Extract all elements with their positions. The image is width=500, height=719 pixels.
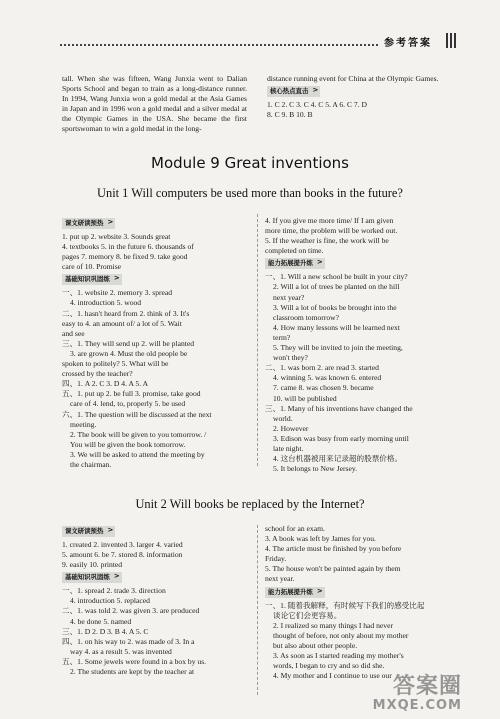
answer-line: 5. amount 6. be 7. stored 8. information xyxy=(62,550,183,560)
answer-line: crossed by the teacher? xyxy=(62,369,133,379)
answer-line: won't they? xyxy=(273,353,308,363)
answer-line: 四、1. on his way to 2. was made of 3. In a xyxy=(62,636,195,646)
chevron-right-icon: > xyxy=(107,218,114,226)
answer-line: 六、1. The question will be discussed at the next xyxy=(62,409,212,419)
answer-line: way 4. as a result 5. was invented xyxy=(70,646,172,656)
unit2-left-column xyxy=(62,524,250,677)
section-badge: 基础知识巩固练 > xyxy=(62,572,122,583)
section-badge: 课文研读预热 > xyxy=(62,526,115,537)
answer-line: 4. introduction 5. wood xyxy=(70,298,142,308)
chevron-right-icon: > xyxy=(107,526,114,534)
answer-line: 2. The students are kept by the teacher at xyxy=(70,667,195,677)
unit2-right-column xyxy=(265,524,455,681)
answer-line: 3. A book was left by James for you. xyxy=(265,534,376,544)
answer-line: 一、1. 随着我解释，有时候写下我们的感受比起 xyxy=(265,600,425,610)
answer-line: 9. easily 10. printed xyxy=(62,560,123,570)
answer-line: next year. xyxy=(265,574,295,584)
answer-line: 三、1. Many of his inventions have changed the xyxy=(265,403,413,413)
answer-line: pages 7. memory 8. be fixed 9. take good xyxy=(62,252,188,262)
answer-line: 一、1. spread 2. trade 3. direction xyxy=(62,586,166,596)
answer-line: 4. winning 5. was known 6. entered xyxy=(273,373,382,383)
answer-line: late night. xyxy=(273,443,304,453)
watermark xyxy=(373,675,462,713)
answer-line: but also about other people. xyxy=(273,640,358,650)
page-header xyxy=(0,0,500,52)
section-badge: 课文研读预热 > xyxy=(62,218,115,229)
section-badge-core: 核心热点直击 > xyxy=(267,86,320,97)
header-label: 参考答案 xyxy=(384,38,432,49)
answer-line: You will be given the book tomorrow. xyxy=(70,439,186,449)
answer-line: classroom tomorrow? xyxy=(273,312,340,322)
answer-line: 1. put up 2. website 3. Sounds great xyxy=(62,232,171,241)
answer-line: words, I began to cry and so did she. xyxy=(273,661,385,671)
answer-line: world. xyxy=(273,413,293,423)
answer-line: 2. However xyxy=(273,423,309,433)
answer-line: next year? xyxy=(273,292,305,302)
answer-line: 3. are grown 4. Must the old people be xyxy=(70,348,188,358)
answer-line: 4. introduction 5. replaced xyxy=(70,596,150,606)
chevron-right-icon: > xyxy=(316,586,323,595)
header-dotted-rule xyxy=(60,44,378,46)
answer-line: the chairman. xyxy=(70,459,112,469)
answer-lines xyxy=(267,100,452,120)
chevron-right-icon: > xyxy=(113,572,120,581)
answer-line: 三、1. They will send up 2. will be planted xyxy=(62,338,195,348)
answer-line: 5. The house won't be painted again by them xyxy=(265,564,401,574)
answer-line: 1. created 2. invented 3. larger 4. varied xyxy=(62,540,183,549)
chevron-right-icon: > xyxy=(312,86,319,95)
answer-line: 2. Will a lot of trees be planted on the hill xyxy=(273,282,400,292)
watermark-en: MXQE.COM xyxy=(372,698,462,713)
unit1-right-column xyxy=(265,216,455,474)
column-divider xyxy=(257,214,258,466)
unit1-left-column xyxy=(62,216,250,470)
section-badge: 能力拓展提升练 > xyxy=(265,258,325,269)
continuation-text-right: distance running event for China at the Olympic Games. xyxy=(267,74,439,83)
answer-line: 3. We will be asked to attend the meeting by xyxy=(70,449,205,459)
answer-line: 4. The article must be finished by you before xyxy=(265,544,402,554)
answer-line: 五、1. put up 2. be full 3. promise, take good xyxy=(62,389,201,399)
answer-line: 4. be done 5. named xyxy=(70,616,132,626)
answer-line: school for an exam. xyxy=(265,524,325,533)
answer-line: 4. 这台机器被用来记录超的股票价格。 xyxy=(273,454,403,464)
section-badge: 基础知识巩固练 > xyxy=(62,274,122,285)
unit1-title: Unit 1 Will computers be used more than books in the future? xyxy=(97,186,403,200)
answer-line: 3. Will a lot of books be brought into the xyxy=(273,302,397,312)
watermark-cn: 答案圈 xyxy=(392,674,462,699)
answer-line: 4. textbooks 5. in the future 6. thousands of xyxy=(62,242,194,252)
answer-line: 3. As soon as I started reading my mother's xyxy=(273,651,404,661)
answer-line: 7. came 8. was chosen 9. became xyxy=(273,383,374,393)
section-badge: 能力拓展提升练 > xyxy=(265,587,325,598)
answer-line: term? xyxy=(273,332,291,342)
answer-line: 8. C 9. B 10. B xyxy=(267,110,313,120)
chevron-right-icon: > xyxy=(316,258,323,267)
unit2-title: Unit 2 Will books be replaced by the Internet? xyxy=(135,497,365,511)
answer-line: 二、1. hasn't heard from 2. think of 3. It's xyxy=(62,308,190,318)
answer-line: 一、1. website 2. memory 3. spread xyxy=(62,288,173,298)
answer-line: 2. I realized so many things I had never xyxy=(273,620,393,630)
answer-line: thought of before, not only about my mother xyxy=(273,630,409,640)
answer-line: care of 10. Promise xyxy=(62,262,122,272)
answer-line: more time, the problem will be worked out. xyxy=(265,226,398,236)
continuation-text: tall. When she was fifteen, Wang Junxia went to Dalian Sports School and began to train as a long-distance runner. In 1994, Wang Junxia won a gold medal at the Asia Games in Japan and in 1996 won a gold medal and a silver medal at the Olympic Games in the USA. She became the first sportswoman to win a gold medal in the long- xyxy=(62,74,247,134)
answer-line: 10. will be published xyxy=(273,393,337,403)
answer-line: 4. If you give me more time/ If I am given xyxy=(265,216,394,225)
answer-line: care of 4. lend, to, properly 5. be used xyxy=(70,399,186,409)
answer-line: 4. My mother and I continue to use our xyxy=(273,671,392,681)
answer-line: 1. C 2. C 3. C 4. C 5. A 6. C 7. D xyxy=(267,100,368,110)
chevron-right-icon: > xyxy=(113,274,120,283)
answer-line: spoken to politely? 5. What will be xyxy=(62,359,169,369)
column-divider xyxy=(257,525,258,695)
header-bar-icon xyxy=(446,33,456,48)
continuation-paragraph xyxy=(62,74,247,135)
answer-line: 一、1. Will a new school be built in your city? xyxy=(265,272,408,282)
answer-line: 三、1. D 2. D 3. B 4. A 5. C xyxy=(62,626,149,636)
answer-line: completed on time. xyxy=(265,246,324,256)
answer-line: Friday. xyxy=(265,554,287,564)
answer-line: meeting. xyxy=(70,419,97,429)
answer-line: 4. How many lessons will be learned next xyxy=(273,322,400,332)
module-title: Module 9 Great inventions xyxy=(151,154,349,172)
answer-line: 3. Edison was busy from early morning until xyxy=(273,433,409,443)
answer-line: 二、1. was told 2. was given 3. are produced xyxy=(62,606,200,616)
continuation-right-column xyxy=(267,74,452,120)
answer-line: and see xyxy=(62,328,85,338)
answer-line: 5. It belongs to New Jersey. xyxy=(273,464,358,474)
answer-line: 四、1. A 2. C 3. D 4. A 5. A xyxy=(62,379,149,389)
answer-line: 5. If the weather is fine, the work will be xyxy=(265,236,389,246)
answer-line: 谈论它们会更容易。 xyxy=(273,610,342,620)
answer-line: easy to 4. an amount of/ a lot of 5. Wait xyxy=(62,318,182,328)
answer-line: 五、1. Some jewels were found in a box by us. xyxy=(62,656,207,666)
answer-line: 2. The book will be given to you tomorrow. / xyxy=(70,429,207,439)
answer-line: 5. They will be invited to join the meeting, xyxy=(273,343,403,353)
answer-line: 二、1. was born 2. are read 3. started xyxy=(265,363,379,373)
